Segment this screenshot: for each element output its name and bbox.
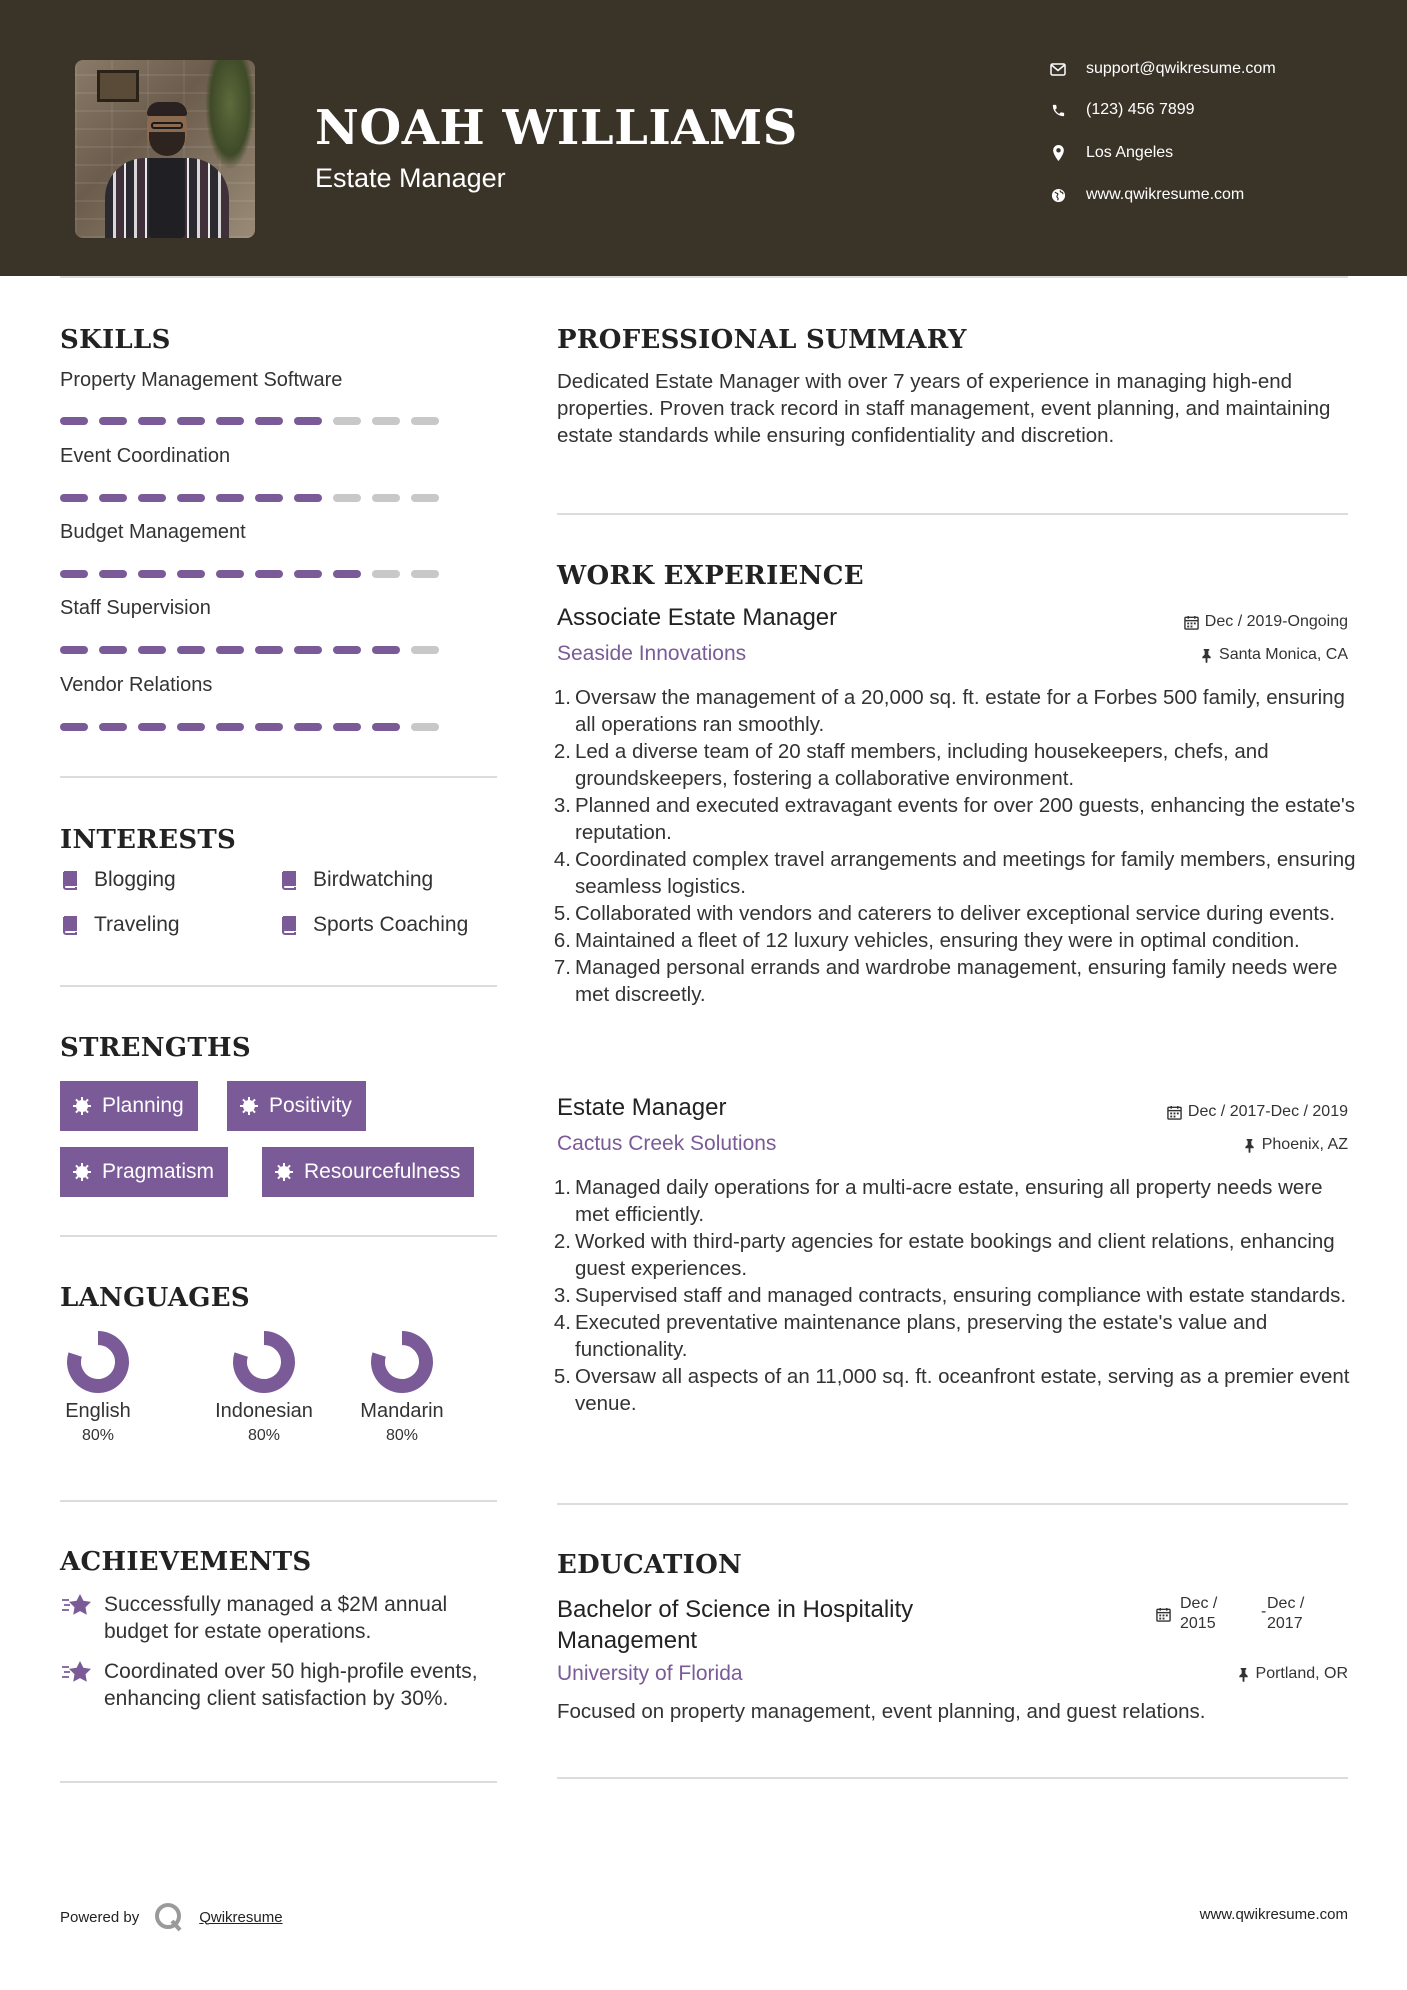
globe-icon <box>1050 187 1066 203</box>
skill-label: Vendor Relations <box>60 674 213 696</box>
language-gauge <box>232 1330 296 1394</box>
skill-dot-filled <box>333 570 361 578</box>
education-start-date: Dec / 2015 <box>1180 1595 1218 1632</box>
skill-dot-filled <box>294 646 322 654</box>
language-item <box>204 1330 324 1445</box>
company-name: Cactus Creek Solutions <box>557 1132 777 1155</box>
strengths-heading: STRENGTHS <box>60 1033 251 1063</box>
language-item <box>342 1330 462 1445</box>
skill-dot-filled <box>255 494 283 502</box>
strength-label: Positivity <box>269 1094 352 1117</box>
strength-chip <box>60 1081 198 1131</box>
skill-dot-filled <box>255 723 283 731</box>
skill-dot-filled <box>255 646 283 654</box>
skill-dot-filled <box>60 570 88 578</box>
skill-label: Event Coordination <box>60 445 231 467</box>
education-date-separator: - <box>1261 1603 1267 1620</box>
contact-phone-text: (123) 456 7899 <box>1086 101 1195 118</box>
resume-header <box>0 0 1407 276</box>
skill-label: Budget Management <box>60 521 246 543</box>
language-percent: 80% <box>247 1427 281 1444</box>
skill-dot-filled <box>216 723 244 731</box>
skill-dot-empty <box>333 417 361 425</box>
star-award-icon <box>60 1658 96 1712</box>
skill-dot-filled <box>294 723 322 731</box>
contact-website[interactable] <box>1050 186 1350 204</box>
interest-label: Traveling <box>94 913 180 936</box>
education-location-text: Portland, OR <box>1255 1665 1348 1682</box>
book-icon <box>279 870 299 890</box>
education-description: Focused on property management, event planning, and guest relations. <box>557 1700 1206 1723</box>
skill-meter <box>60 417 439 425</box>
strength-chip <box>227 1081 366 1131</box>
contact-website-text: www.qwikresume.com <box>1086 186 1245 203</box>
languages-heading: LANGUAGES <box>60 1283 250 1313</box>
education-location <box>1237 1665 1348 1683</box>
section-divider <box>557 1777 1348 1779</box>
skill-dot-filled <box>177 646 205 654</box>
language-gauge-arc <box>378 1338 426 1386</box>
experience-heading: WORK EXPERIENCE <box>557 561 864 591</box>
skill-dot-filled <box>60 646 88 654</box>
list-item: 5. Collaborated with vendors and caterers to deliver exceptional service during events. <box>553 902 1336 925</box>
list-item: 1. Managed daily operations for a multi-acre estate, ensuring all property needs were met efficiently. <box>553 1176 1323 1226</box>
company-name: Seaside Innovations <box>557 642 747 665</box>
skill-dot-filled <box>216 646 244 654</box>
skill-dot-filled <box>294 417 322 425</box>
skill-dot-filled <box>216 570 244 578</box>
powered-by-text: Powered by <box>60 1908 140 1926</box>
job-bullets <box>553 684 1357 1008</box>
pushpin-icon <box>1237 1667 1250 1682</box>
achievement-text: Coordinated over 50 high-profile events, enhancing client satisfaction by 30%. <box>104 1660 478 1710</box>
skill-dot-filled <box>177 570 205 578</box>
candidate-title: Estate Manager <box>315 163 506 193</box>
qwikresume-logo-icon <box>153 1901 185 1933</box>
skill-dot-filled <box>216 494 244 502</box>
list-item: 2. Led a diverse team of 20 staff members, including housekeepers, chefs, and groundskeepers, fostering a collaborative environment. <box>553 740 1269 790</box>
skill-dot-filled <box>294 570 322 578</box>
list-item: 3. Supervised staff and managed contracts, ensuring compliance with estate standards. <box>553 1284 1347 1307</box>
list-item: 3. Planned and executed extravagant events for over 200 guests, enhancing the estate's reputation. <box>553 794 1356 844</box>
skill-dot-empty <box>372 417 400 425</box>
section-divider <box>60 1500 497 1502</box>
job-title: Associate Estate Manager <box>557 604 838 631</box>
strength-label: Pragmatism <box>102 1160 215 1183</box>
skill-dot-filled <box>138 646 166 654</box>
candidate-name: NOAH WILLIAMS <box>315 100 798 156</box>
star-award-icon <box>60 1591 96 1645</box>
gear-icon <box>239 1096 259 1116</box>
contact-location <box>1050 144 1350 162</box>
skill-meter <box>60 646 439 654</box>
language-name: English <box>65 1400 131 1422</box>
skill-dot-empty <box>411 494 439 502</box>
achievement-item <box>60 1658 500 1712</box>
skill-meter <box>60 723 439 731</box>
section-divider <box>60 985 497 987</box>
book-icon <box>60 915 80 935</box>
list-item: 5. Oversaw all aspects of an 11,000 sq. ft. oceanfront estate, serving as a premier event venue. <box>553 1365 1350 1415</box>
language-name: Mandarin <box>360 1400 444 1422</box>
skill-dot-filled <box>177 494 205 502</box>
skill-dot-filled <box>99 646 127 654</box>
skill-dot-filled <box>372 646 400 654</box>
language-gauge <box>370 1330 434 1394</box>
skills-heading: SKILLS <box>60 325 171 355</box>
interest-label: Blogging <box>94 868 176 891</box>
skill-dot-empty <box>333 494 361 502</box>
interest-item <box>60 868 176 892</box>
language-percent: 80% <box>385 1427 419 1444</box>
skill-dot-empty <box>372 570 400 578</box>
interests-heading: INTERESTS <box>60 825 237 855</box>
gear-icon <box>274 1162 294 1182</box>
calendar-icon <box>1156 1607 1171 1627</box>
achievement-item <box>60 1591 500 1645</box>
job-date-text: Dec / 2017-Dec / 2019 <box>1187 1103 1348 1120</box>
interest-item <box>60 913 180 937</box>
list-item: 6. Maintained a fleet of 12 luxury vehicles, ensuring they were in optimal condition. <box>553 929 1300 952</box>
book-icon <box>60 870 80 890</box>
skill-dot-empty <box>411 723 439 731</box>
skill-dot-filled <box>99 723 127 731</box>
degree-title: Bachelor of Science in Hospitality Management <box>557 1596 914 1654</box>
section-divider <box>60 776 497 778</box>
language-gauge-arc <box>74 1338 122 1386</box>
skill-label: Staff Supervision <box>60 597 211 619</box>
skill-dot-filled <box>138 570 166 578</box>
summary-heading: PROFESSIONAL SUMMARY <box>557 325 967 355</box>
summary-text: Dedicated Estate Manager with over 7 years of experience in managing high-end properties. Proven track record in staff management, event planning, and maintaining estate standards while ensuring confidentiality and discretion. <box>557 370 1331 447</box>
job-location-text: Phoenix, AZ <box>1261 1136 1348 1153</box>
skill-dot-empty <box>411 646 439 654</box>
skill-dot-empty <box>372 494 400 502</box>
interest-label: Birdwatching <box>313 868 434 891</box>
section-divider <box>557 1503 1348 1505</box>
strength-label: Resourcefulness <box>304 1160 461 1183</box>
job-bullets <box>553 1174 1357 1417</box>
book-icon <box>279 915 299 935</box>
language-name: Indonesian <box>215 1400 313 1422</box>
contact-email-text: support@qwikresume.com <box>1086 60 1276 77</box>
envelope-icon <box>1050 61 1066 77</box>
job-location-text: Santa Monica, CA <box>1219 646 1348 663</box>
footer-powered-by <box>60 1901 283 1933</box>
skill-meter <box>60 570 439 578</box>
job-date <box>1184 613 1348 631</box>
job-date-text: Dec / 2019-Ongoing <box>1204 613 1348 630</box>
skill-dot-filled <box>177 723 205 731</box>
list-item: 7. Managed personal errands and wardrobe management, ensuring family needs were met discreetly. <box>553 956 1338 1006</box>
section-divider <box>60 1235 497 1237</box>
section-divider <box>60 1781 497 1783</box>
strength-chip <box>262 1147 474 1197</box>
skill-dot-filled <box>372 723 400 731</box>
section-divider <box>557 513 1348 515</box>
school-name: University of Florida <box>557 1662 743 1685</box>
skill-dot-filled <box>60 723 88 731</box>
interest-item <box>279 868 433 892</box>
skill-label: Property Management Software <box>60 369 343 391</box>
gear-icon <box>72 1096 92 1116</box>
language-gauge-arc <box>240 1338 288 1386</box>
list-item: 1. Oversaw the management of a 20,000 sq. ft. estate for a Forbes 500 family, ensuring all operations ran smoothly. <box>553 686 1345 736</box>
skill-dot-empty <box>411 570 439 578</box>
profile-photo <box>75 60 255 238</box>
skill-meter <box>60 494 439 502</box>
skill-dot-filled <box>99 570 127 578</box>
skill-dot-filled <box>255 570 283 578</box>
calendar-icon <box>1167 1105 1182 1120</box>
job-date <box>1167 1103 1348 1121</box>
skill-dot-filled <box>99 417 127 425</box>
strength-chip <box>60 1147 228 1197</box>
skill-dot-filled <box>255 417 283 425</box>
skill-dot-filled <box>60 494 88 502</box>
list-item: 2. Worked with third-party agencies for estate bookings and client relations, enhancing guest experiences. <box>553 1230 1335 1280</box>
skill-dot-filled <box>60 417 88 425</box>
education-heading: EDUCATION <box>557 1550 743 1580</box>
language-item <box>38 1330 158 1445</box>
pushpin-icon <box>1243 1138 1256 1153</box>
contact-phone[interactable] <box>1050 101 1350 119</box>
header-divider <box>60 276 1348 278</box>
gear-icon <box>72 1162 92 1182</box>
interest-label: Sports Coaching <box>313 913 469 936</box>
job-location <box>1200 646 1348 664</box>
skill-dot-filled <box>333 646 361 654</box>
skill-dot-filled <box>99 494 127 502</box>
job-title: Estate Manager <box>557 1094 727 1121</box>
skill-dot-filled <box>294 494 322 502</box>
skill-dot-filled <box>177 417 205 425</box>
location-pin-icon <box>1050 145 1066 161</box>
language-gauge <box>66 1330 130 1394</box>
education-end-date: Dec / 2017 <box>1267 1595 1305 1632</box>
interest-item <box>279 913 468 937</box>
contact-location-text: Los Angeles <box>1086 144 1174 161</box>
calendar-icon <box>1184 615 1199 630</box>
skill-dot-empty <box>411 417 439 425</box>
pushpin-icon <box>1200 648 1213 663</box>
phone-icon <box>1050 102 1066 118</box>
qwikresume-link[interactable]: Qwikresume <box>199 1908 283 1926</box>
skill-dot-filled <box>138 723 166 731</box>
achievement-text: Successfully managed a $2M annual budget for estate operations. <box>104 1593 448 1643</box>
contact-email[interactable] <box>1050 60 1350 78</box>
list-item: 4. Executed preventative maintenance plans, preserving the estate's value and functionality. <box>553 1311 1268 1361</box>
footer-website[interactable]: www.qwikresume.com <box>1199 1906 1348 1923</box>
job-location <box>1243 1136 1348 1154</box>
strength-label: Planning <box>102 1094 184 1117</box>
skill-dot-filled <box>138 417 166 425</box>
skill-dot-filled <box>138 494 166 502</box>
list-item: 4. Coordinated complex travel arrangements and meetings for family members, ensuring seamless logistics. <box>553 848 1356 898</box>
skill-dot-filled <box>333 723 361 731</box>
achievements-heading: ACHIEVEMENTS <box>60 1547 312 1577</box>
skill-dot-filled <box>216 417 244 425</box>
language-percent: 80% <box>81 1427 115 1444</box>
